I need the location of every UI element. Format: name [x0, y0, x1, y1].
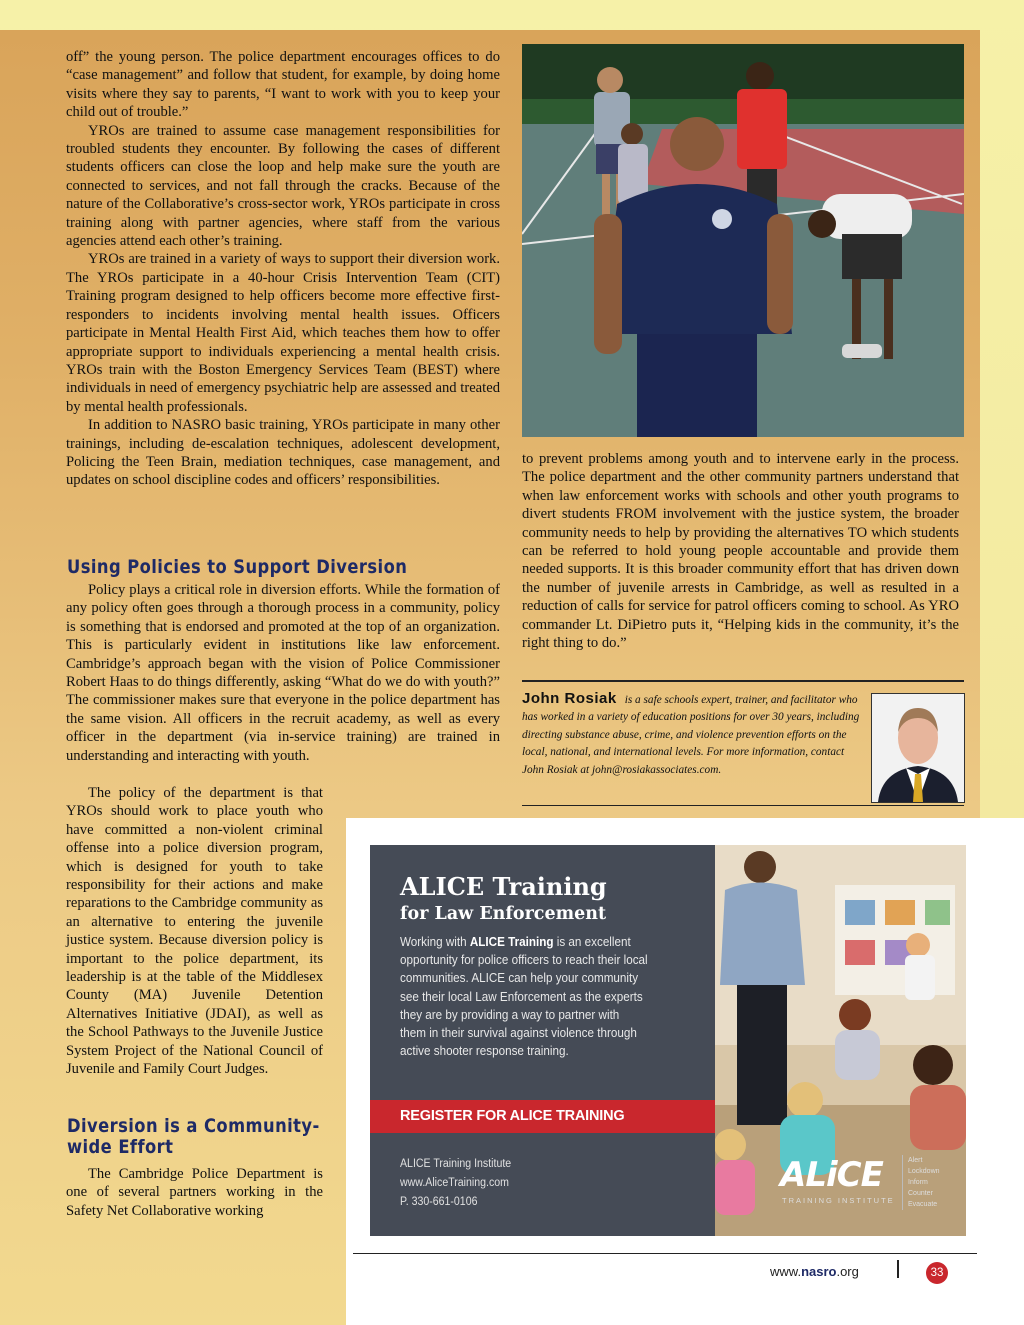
acronym-item: Lockdown: [908, 1168, 940, 1175]
ad-contact-org: ALICE Training Institute: [400, 1158, 512, 1170]
alice-training-ad[interactable]: [370, 845, 966, 1236]
left-column-policy: [66, 581, 500, 765]
alice-logo: [760, 1149, 960, 1213]
paragraph: In addition to NASRO basic training, YROs participate in many other trainings, including de-escalation techniques, adolescent development, Policing the Teen Brain, mediation techniques, case management, and updates on school discipline codes and officers’ responsibilities.: [66, 417, 500, 489]
paragraph: YROs are trained in a variety of ways to support their diversion work. The YROs participate in a 40-hour Crisis Intervention Team (CIT) Training program designed to help officers become more effective first-responders to incidents involving mental health issues. Officers participate in Mental Health First Aid, which teaches them how to offer appropriate support to individuals experiencing a mental health crisis. YROs train with the Boston Emergency Services Team (BEST) where individuals in need of emergency psychiatric help are assessed and treated by mental health professionals.: [66, 251, 500, 415]
alice-logo-word: ALiCE: [780, 1155, 883, 1195]
footer-url-brand: nasro: [801, 1264, 837, 1279]
footer-url-suffix: .org: [836, 1264, 859, 1279]
bio-bottom-rule: [522, 805, 964, 806]
acronym-item: Alert: [908, 1157, 923, 1164]
paragraph: off” the young person. The police department encourages offices to do “case management” and follow that student, for example, by doing home visits where they say to parents, “I want to work with you to keep your child out of trouble.”: [66, 49, 500, 121]
section-heading-policies: Using Policies to Support Diversion: [67, 556, 408, 578]
ad-title: ALICE Training: [400, 872, 607, 901]
acronym-item: Counter: [908, 1190, 933, 1197]
alice-logo-acronym: [902, 1155, 940, 1210]
ad-body: [400, 933, 648, 1060]
footer-rule: [353, 1253, 977, 1254]
ad-contact: [400, 1155, 511, 1212]
paragraph: The Cambridge Police Department is one of several partners working in the Safety Net Collaborative working: [66, 1166, 323, 1219]
acronym-item: Inform: [908, 1179, 928, 1186]
left-column-narrow: [66, 784, 323, 1079]
paragraph: Policy plays a critical role in diversion efforts. While the formation of any policy often goes through a thorough process in a community, policy is something that is endorsed and promoted at the top of an organization. This is particularly evident in institutions like law enforcement. Cambridge’s approach began with the vision of Police Commissioner Robert Haas to do things differently, asking “What do we do with youth?” The commissioner makes sure that everyone in the police department has the same vision. All officers in the recruit academy, as well as every officer in the department (via in-service training) are trained in understanding and interacting with youth.: [66, 582, 500, 764]
alice-logo-institute: TRAINING INSTITUTE: [782, 1196, 895, 1205]
register-button[interactable]: REGISTER FOR ALICE TRAINING: [370, 1100, 715, 1133]
left-column-bottom: [66, 1165, 323, 1220]
footer-divider: [897, 1260, 899, 1278]
acronym-item: Evacuate: [908, 1201, 938, 1208]
footer-url-prefix: www.: [770, 1264, 802, 1279]
author-name: John Rosiak: [522, 690, 617, 707]
page-number: 33: [926, 1262, 948, 1284]
basketball-court-photo: [522, 44, 964, 437]
author-bio: [522, 690, 867, 779]
footer-url[interactable]: [770, 1264, 859, 1279]
ad-contact-url[interactable]: www.AliceTraining.com: [400, 1177, 509, 1189]
ad-body-rest: is an excellent opportunity for police officers to reach their local communities. ALICE can help your community see their local Law Enforcement as the experts they are by providing a way to partner with them in their survival against violence through active shooter response training.: [400, 935, 648, 1059]
bio-top-rule: [522, 680, 964, 682]
author-bio-text: is a safe schools expert, trainer, and facilitator who has worked in a variety of education positions for over 30 years, including directing substance abuse, crime, and violence prevention efforts on the local, national, and international levels. For more information, contact John Rosiak at john@rosiakassociates.com.: [522, 694, 860, 776]
ad-contact-phone: P. 330-661-0106: [400, 1196, 478, 1208]
ad-body-lead: Working with: [400, 935, 470, 949]
paragraph: The policy of the department is that YROs should work to place youth who have committed a non-violent criminal offense into a police diversion program, which is designed for youth to take responsibility for their actions and make reparations to the Cambridge community as an alternative to entering the juvenile justice system. Because diversion policy is important to the police department, its leadership is at the table of the Middlesex County (MA) Juvenile Detention Alternatives Initiative (JDAI), as well as the School Pathways to the Juvenile Justice System Project of the National Council of Juvenile and Family Court Judges.: [66, 785, 323, 1078]
ad-subtitle: for Law Enforcement: [400, 904, 607, 924]
paragraph: to prevent problems among youth and to intervene early in the process. The police department and the other community partners understand that when law enforcement works with schools and other youth programs to divert students FROM involvement with the justice system, the broader community needs to help by providing the alternatives TO which students can be referred to hold young people accountable and provide them needed supports. It is this broader community effort that has driven down the number of juvenile arrests in Cambridge, as well as resulted in a reduction of calls for service for patrol officers coming to school. As YRO commander Lt. DiPietro puts it, “Helping kids in the community, it’s the right thing to do.”: [522, 451, 959, 652]
ad-body-bold: ALICE Training: [469, 935, 554, 949]
right-column: [522, 450, 959, 652]
left-column-top: [66, 48, 500, 490]
paragraph: YROs are trained to assume case management responsibilities for troubled students they encounter. By following the cases of different students officers can close the loop and help make sure the youth are connected to services, and not fall through the cracks. Because of the nature of the Collaborative’s cross-sector work, YROs participate in cross training along with partner agencies, where staff from the various agencies attend each other’s training.: [66, 122, 500, 250]
section-heading-community: Diversion is a Community-wide Effort: [67, 1115, 320, 1158]
author-headshot: [871, 693, 965, 803]
